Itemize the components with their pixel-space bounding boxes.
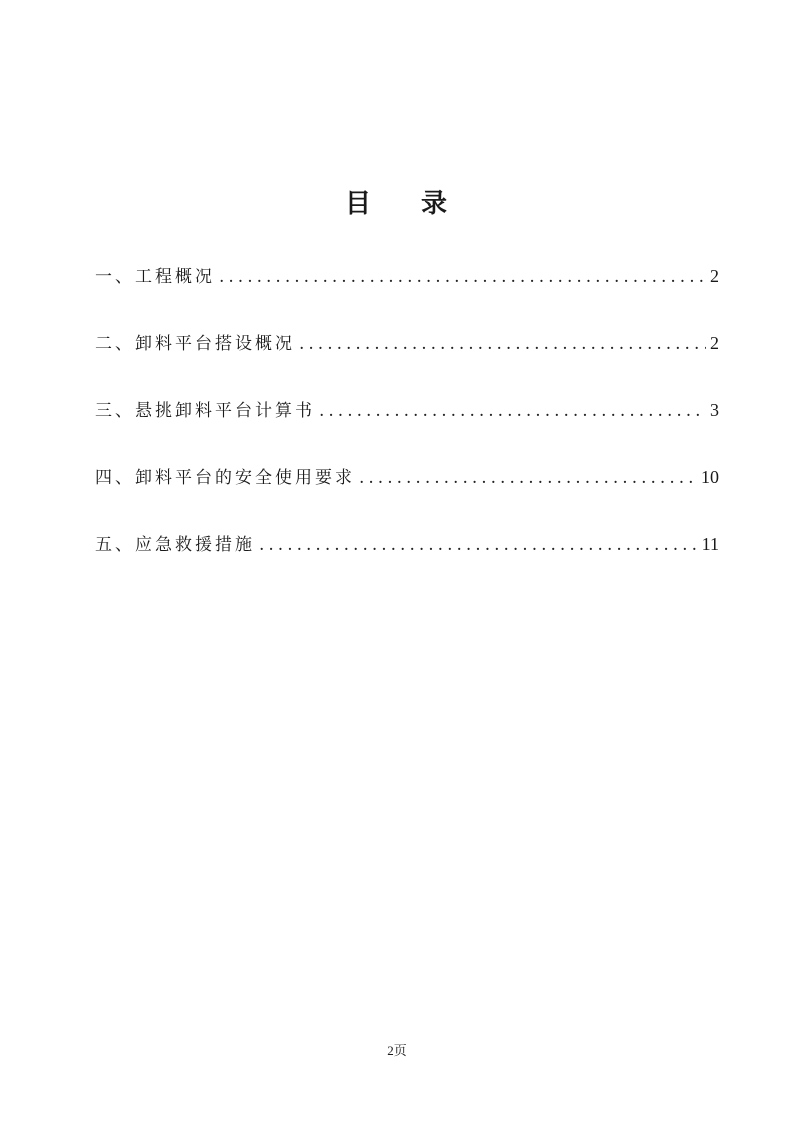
toc-entry-page: 2: [710, 266, 719, 286]
toc-entry-1[interactable]: [95, 262, 719, 329]
toc-entry-5[interactable]: [95, 530, 719, 597]
toc-entry-page: 11: [701, 534, 719, 554]
toc-entry-2[interactable]: [95, 329, 719, 396]
toc-entry-3[interactable]: [95, 396, 719, 463]
toc-dot-leader: [259, 531, 698, 559]
page-number-footer: 2页: [387, 1043, 407, 1058]
toc-entry-label: 二、卸料平台搭设概况: [95, 334, 295, 354]
toc-dot-leader: [219, 263, 706, 291]
toc-dot-leader: [359, 464, 697, 492]
title-char-1: 目: [344, 189, 373, 219]
toc-entry-page: 10: [701, 467, 719, 487]
toc-dot-leader: [299, 330, 706, 358]
toc-entry-label: 五、应急救援措施: [95, 535, 255, 555]
table-of-contents: [95, 262, 719, 597]
toc-entry-page: 2: [710, 333, 719, 353]
toc-entry-label: 三、悬挑卸料平台计算书: [95, 401, 315, 421]
toc-entry-4[interactable]: [95, 463, 719, 530]
page-title: [0, 186, 794, 222]
toc-dot-leader: [319, 397, 706, 425]
toc-entry-page: 3: [710, 400, 719, 420]
toc-entry-label: 一、工程概况: [95, 267, 215, 287]
toc-entry-label: 四、卸料平台的安全使用要求: [95, 468, 355, 488]
title-char-2: 录: [421, 189, 450, 219]
